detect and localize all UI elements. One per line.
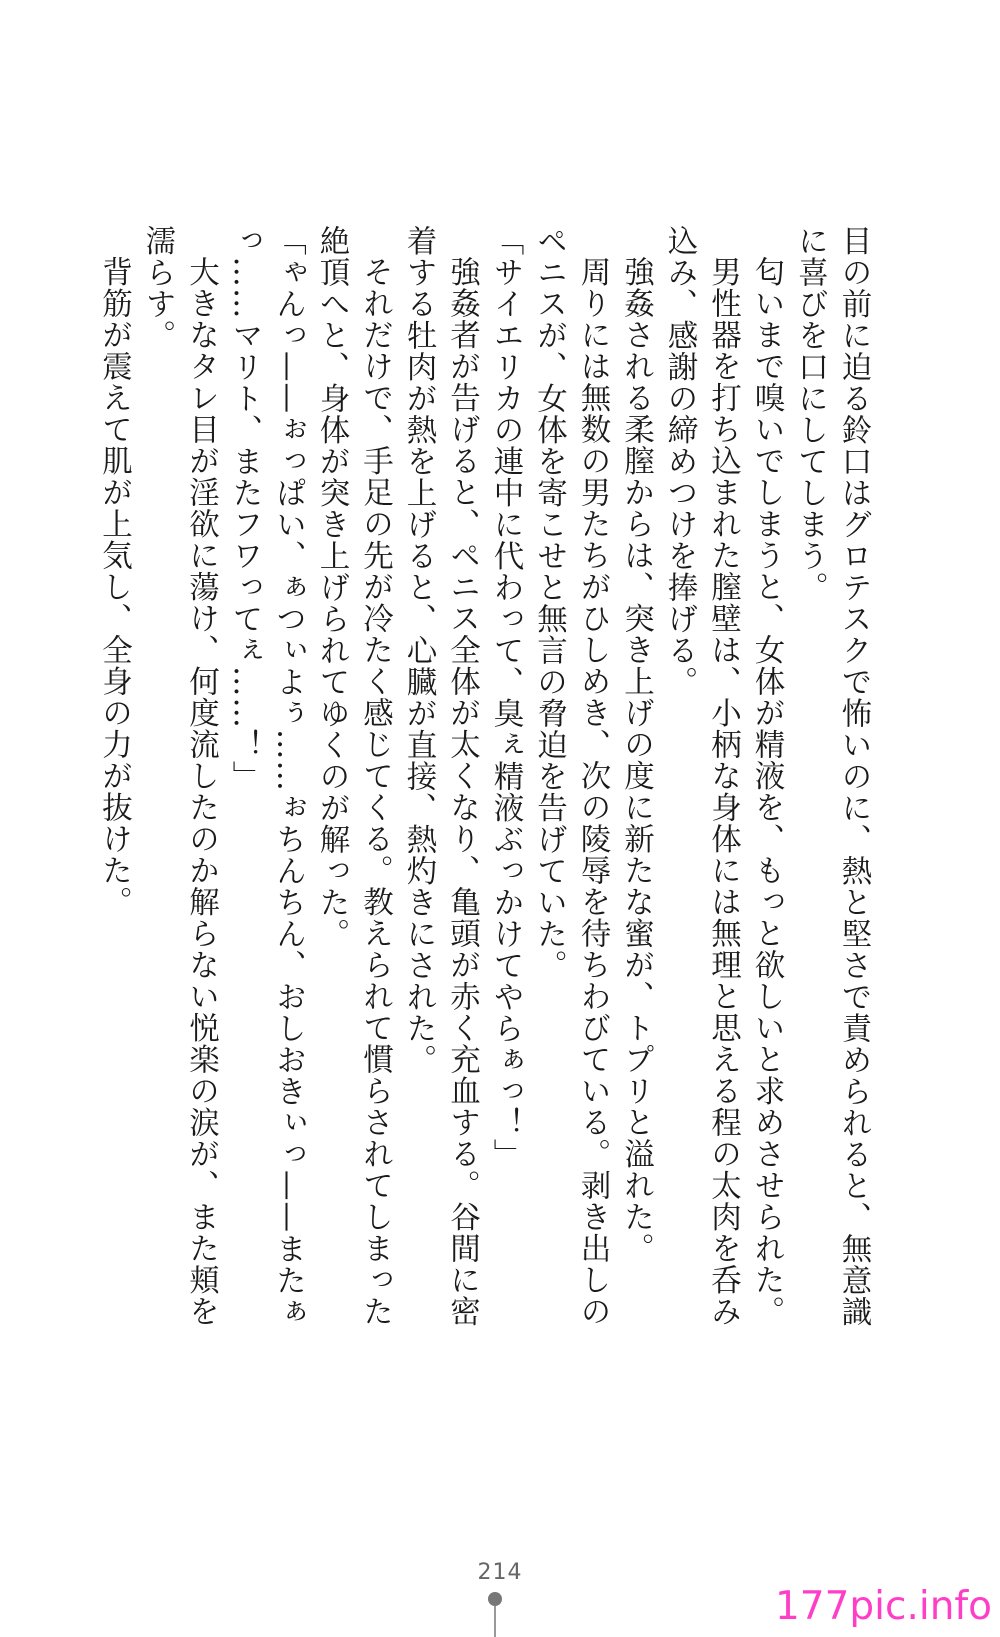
paragraph: 周りには無数の男たちがひしめき、次の陵辱を待ちわびている。剥き出しのペニスが、女体を寄こせと無言の脅迫を告げていた。 (531, 225, 610, 1327)
page-marker-line (494, 1606, 496, 1637)
paragraph: 背筋が震えて肌が上気し、全身の力が抜けた。 (96, 255, 132, 917)
paragraph: 大きなタレ目が淫欲に蕩け、何度流したのか解らない悦楽の涙が、また頬を濡らす。 (140, 225, 219, 1327)
dialogue-line: 「サイエリカの連中に代わって、臭ぇ精液ぶっかけてやらぁっ！」 (488, 225, 523, 1170)
paragraph: 男性器を打ち込まれた膣壁は、小柄な身体には無理と思える程の太肉を呑み込み、感謝の締めつけを捧げる。 (662, 225, 741, 1327)
dialogue-line: 「ゃんっ——ぉっぱい、ぁつぃよぅ……ぉちんちん、おしおきぃっ——またぁっ……マリト、またフワってぇ……！」 (227, 225, 306, 1328)
vertical-text-body (96, 225, 875, 1340)
site-watermark: 177pic.info (774, 1584, 992, 1629)
paragraph: それだけで、手足の先が冷たく感じてくる。教えられて慣らされてしまった絶頂へと、身体が突き上げられてゆくのが解った。 (314, 225, 393, 1327)
paragraph: 強姦される柔膣からは、突き上げの度に新たな蜜が、トプリと溢れた。 (618, 255, 654, 1264)
page-marker-dot-icon (488, 1592, 502, 1606)
paragraph: 強姦者が告げると、ペニス全体が太くなり、亀頭が赤く充血する。谷間に密着する牡肉が熱を上げると、心臓が直接、熱灼きにされた。 (401, 225, 480, 1327)
page-number: 214 (477, 1560, 523, 1585)
paragraph: 目の前に迫る鈴口はグロテスクで怖いのに、熱と堅さで責められると、無意識に喜びを口にしてしまう。 (792, 225, 871, 1328)
paragraph: 匂いまで嗅いでしまうと、女体が精液を、もっと欲しいと求めさせられた。 (749, 255, 784, 1327)
